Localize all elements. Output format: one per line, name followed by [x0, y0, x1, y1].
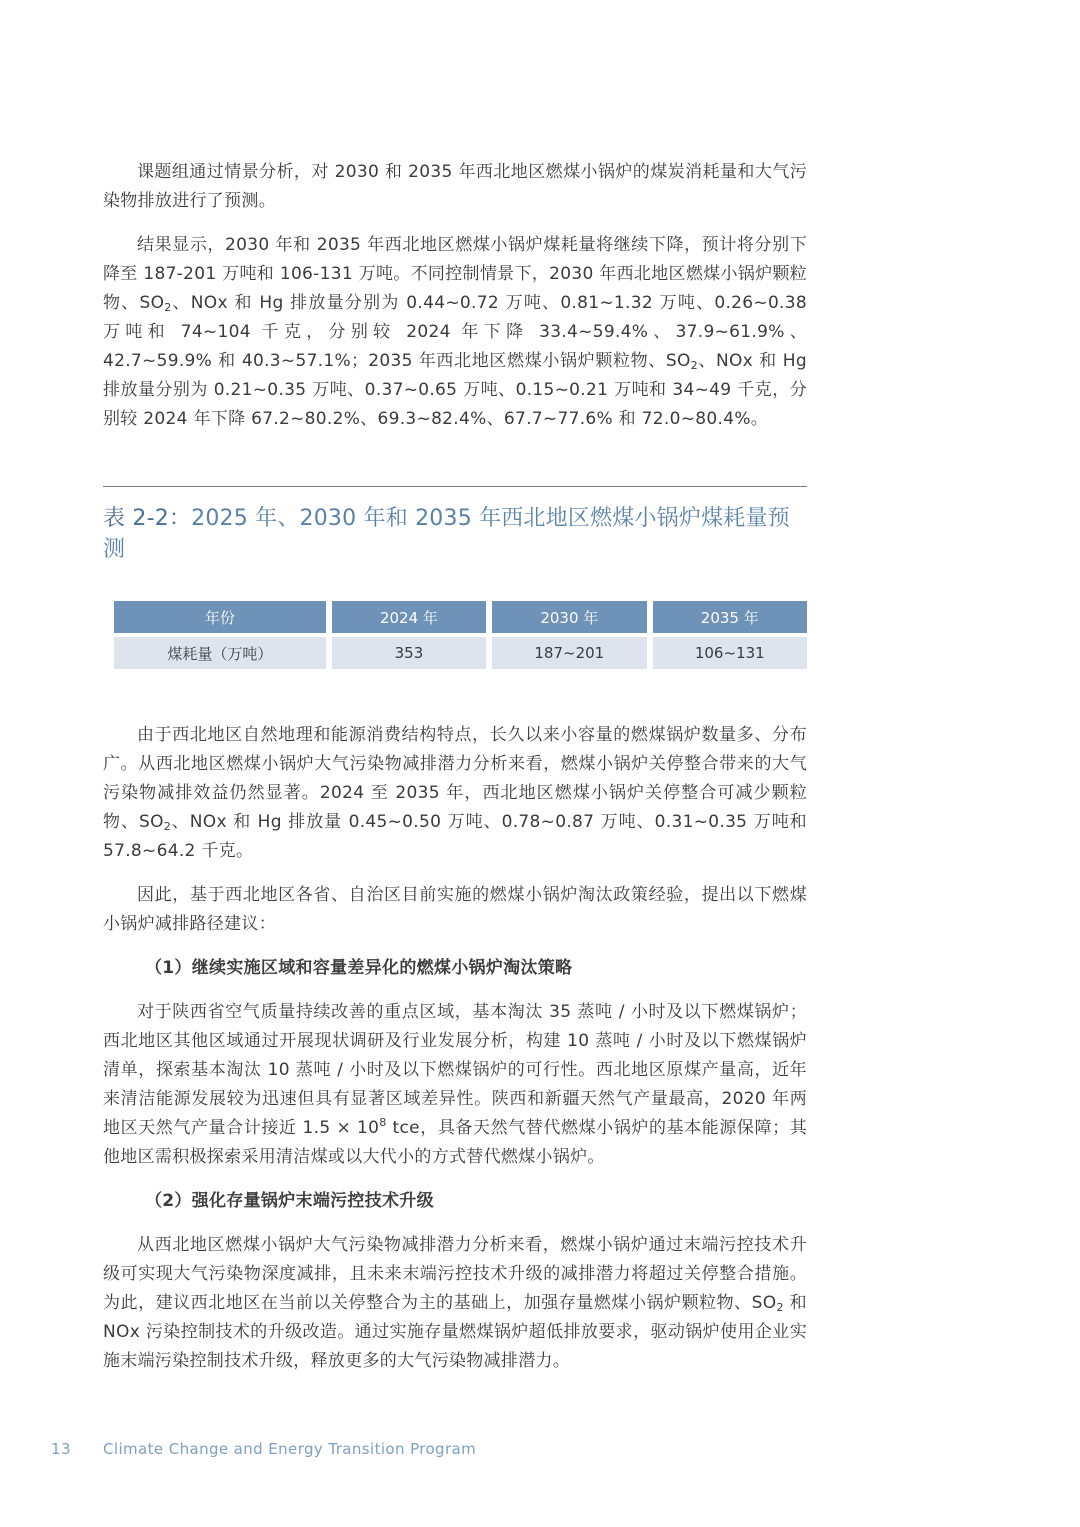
paragraph-scenario-intro: 课题组通过情景分析，对 2030 和 2035 年西北地区燃煤小锅炉的煤炭消耗量和大气污染物排放进行了预测。 [103, 162, 807, 211]
paragraph-upgrade-detail [103, 1231, 807, 1376]
page-number: 13 [51, 1440, 71, 1458]
text-run: 从西北地区燃煤小锅炉大气污染物减排潜力分析来看，燃煤小锅炉通过末端污控技术升级可实现大气污染物深度减排，且未来末端污控技术升级的减排潜力将超过关停整合措施。为此，建议西北地区在当前以关停整合为主的基础上，加强存量燃煤小锅炉颗粒物、SO [103, 1235, 807, 1313]
superscript: 8 [379, 1116, 387, 1129]
paragraph-forecast-results [103, 231, 807, 434]
paragraph-phaseout-detail [103, 998, 807, 1172]
table-cell: 187~201 [492, 633, 646, 669]
table-title [103, 501, 807, 563]
table-header-cell: 年份 [114, 601, 326, 633]
text-run: 由于西北地区自然地理和能源消费结构特点，长久以来小容量的燃煤锅炉数量多、分布广。从西北地区燃煤小锅炉大气污染物减排潜力分析来看，燃煤小锅炉关停整合带来的大气污染物减排效益仍然显著。2024 至 2035 年，西北地区燃煤小锅炉关停整合可减少颗粒物、SO [103, 725, 807, 832]
coal-consumption-table [108, 601, 813, 669]
text-run: 结果显示，2030 年和 2035 年西北地区燃煤小锅炉煤耗量将继续下降，预计将分别下降至 187-201 万吨和 106-131 万吨。不同控制情景下，2030 年西北地区燃煤小锅炉颗粒物、SO [103, 235, 807, 313]
subscript: 2 [690, 359, 698, 372]
table-header-cell: 2035 年 [653, 601, 807, 633]
text-run: 、NOx 和 Hg 排放量分别为 0.21~0.35 万吨、0.37~0.65 万吨、0.15~0.21 万吨和 34~49 千克，分别较 2024 年下降 67.2~80.2%、69.3~82.4%、67.7~77.6% 和 72.0~80.4%。 [103, 351, 807, 429]
text-run: 、NOx 和 Hg 排放量分别为 0.44~0.72 万吨、0.81~1.32 万吨、0.26~0.38 万吨和 74~104 千克，分别较 2024 年下降 33.4~59.4%、37.9~61.9%、42.7~59.9% 和 40.3~57.1%；2035 年西北地区燃煤小锅炉颗粒物、SO [103, 293, 807, 371]
subheading-end-of-pipe-upgrade: （2）强化存量锅炉末端污控技术升级 [145, 1191, 434, 1211]
program-name: Climate Change and Energy Transition Program [103, 1440, 477, 1458]
paragraph-shutdown-benefits [103, 721, 807, 866]
text-run: tce，具备天然气替代燃煤小锅炉的基本能源保障；其他地区需积极探索采用清洁煤或以大代小的方式替代燃煤小锅炉。 [103, 1118, 807, 1167]
page-content [103, 158, 807, 1376]
subscript: 2 [164, 301, 172, 314]
subscript: 2 [776, 1301, 784, 1314]
table-row [114, 633, 807, 669]
table-header-row [114, 601, 807, 633]
page-footer [51, 1440, 476, 1458]
table-divider [103, 486, 807, 487]
paragraph-recommendations-intro: 因此，基于西北地区各省、自治区目前实施的燃煤小锅炉淘汰政策经验，提出以下燃煤小锅炉减排路径建议： [103, 885, 807, 934]
text-run: 、NOx 和 Hg 排放量 0.45~0.50 万吨、0.78~0.87 万吨、0.31~0.35 万吨和 57.8~64.2 千克。 [103, 812, 807, 861]
table-title-prefix: 表 2-2： [103, 506, 192, 531]
table-title-text: 2025 年、2030 年和 2035 年西北地区燃煤小锅炉煤耗量预测 [103, 506, 790, 562]
subscript: 2 [163, 820, 172, 833]
subheading-phaseout-strategy: （1）继续实施区域和容量差异化的燃煤小锅炉淘汰策略 [145, 958, 573, 978]
table-header-cell: 2024 年 [332, 601, 486, 633]
table-cell: 煤耗量（万吨） [114, 633, 326, 669]
text-run: 和 NOx 污染控制技术的升级改造。通过实施存量燃煤锅炉超低排放要求，驱动锅炉使用企业实施末端污染控制技术升级，释放更多的大气污染物减排潜力。 [103, 1293, 807, 1371]
table-cell: 353 [332, 633, 486, 669]
table-header-cell: 2030 年 [492, 601, 646, 633]
text-run: 对于陕西省空气质量持续改善的重点区域，基本淘汰 35 蒸吨 / 小时及以下燃煤锅炉；西北地区其他区域通过开展现状调研及行业发展分析，构建 10 蒸吨 / 小时及以下燃煤锅炉清单，探索基本淘汰 10 蒸吨 / 小时及以下燃煤锅炉的可行性。西北地区原煤产量高，近年来清洁能源发展较为迅速但具有显著区域差异性。陕西和新疆天然气产量最高，2020 年两地区天然气产量合计接近 1.5 × 10 [103, 1002, 807, 1138]
table-cell: 106~131 [653, 633, 807, 669]
